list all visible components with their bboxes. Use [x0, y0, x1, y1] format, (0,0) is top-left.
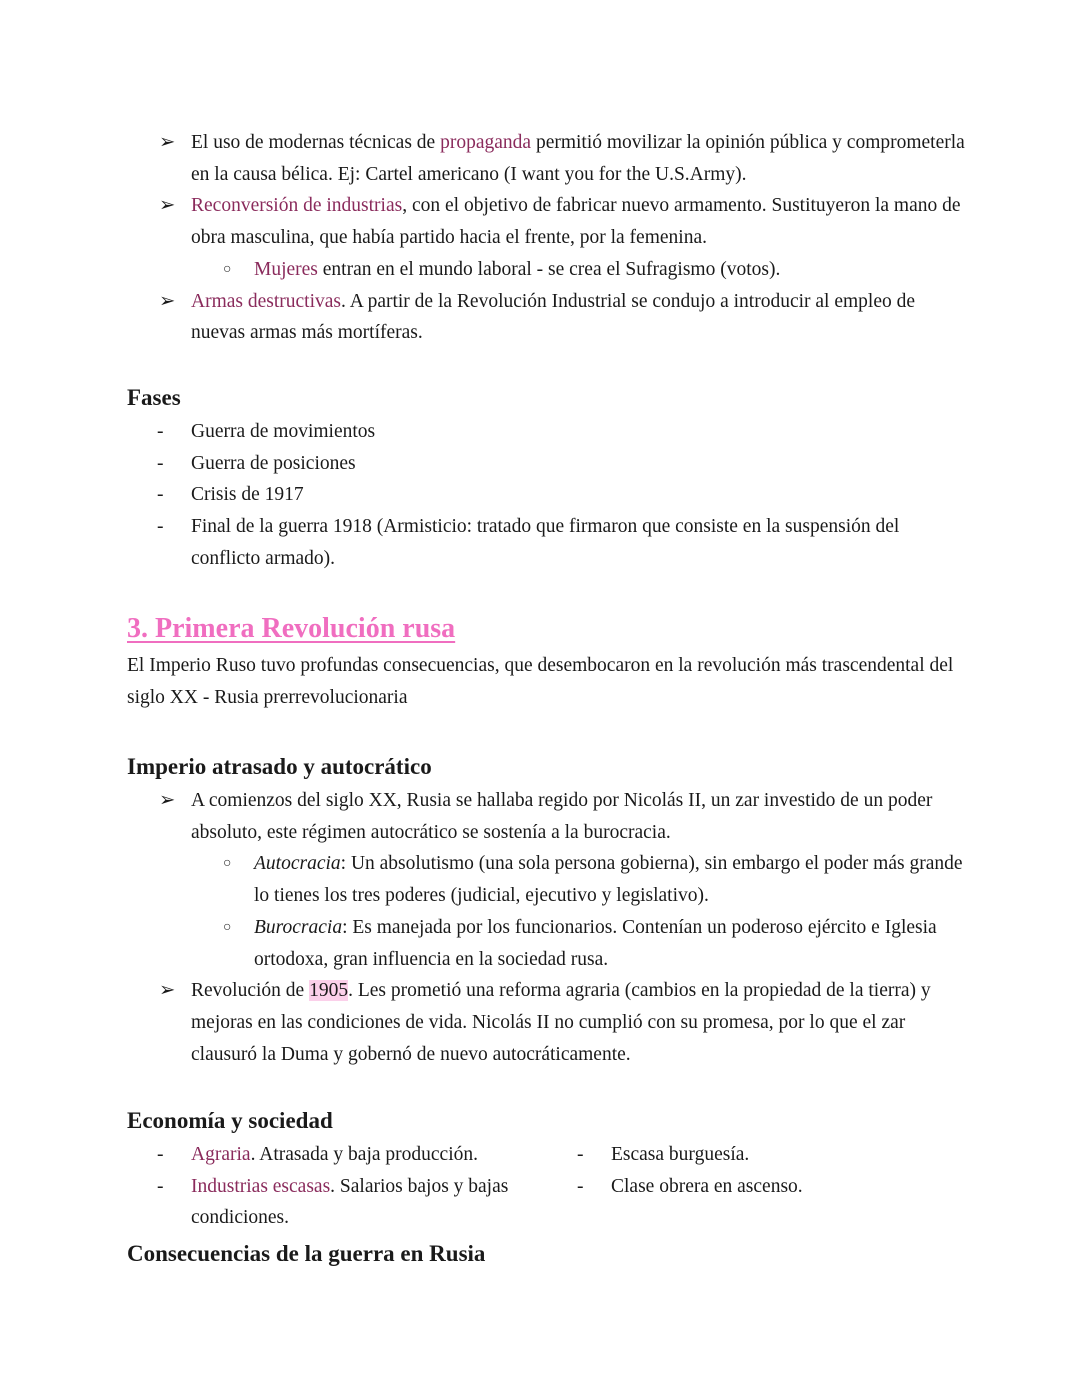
list-item [127, 785, 967, 848]
text: . Les prometió una reforma agraria (cambios en la propiedad de la tierra) y mejoras en las condiciones de vida. Nicolás II no cumplió con su promesa, por lo que el zar clausuró la Duma y gobernó de nuevo autocráticamente. [191, 980, 931, 1065]
accent-term: Mujeres [254, 258, 318, 280]
text: Guerra de movimientos [191, 421, 376, 442]
imperio-heading: Imperio atrasado y autocrático [127, 754, 432, 779]
list-item [127, 416, 967, 448]
highlighted-year: 1905 [309, 980, 349, 1002]
text: Clase obrera en ascenso. [611, 1175, 803, 1197]
term: Burocracia [254, 916, 343, 938]
arrow-bullet-icon: ➢ [159, 790, 176, 811]
section-heading: 3. Primera Revolución rusa [127, 613, 456, 644]
text: Escasa burguesía. [611, 1144, 750, 1165]
dash-bullet-icon: - [157, 516, 164, 538]
dash-bullet-icon: - [157, 452, 164, 474]
list-item [127, 848, 967, 911]
accent-term: Industrias escasas [191, 1175, 331, 1197]
circle-bullet-icon: ○ [223, 919, 232, 935]
arrow-bullet-icon: ➢ [159, 980, 176, 1002]
economia-section [127, 1105, 967, 1234]
list-item [127, 448, 967, 480]
list-item [127, 1171, 547, 1234]
list-item [547, 1139, 967, 1171]
dash-bullet-icon: - [157, 1144, 164, 1165]
text: entran en el mundo laboral - se crea el Sufragismo (votos). [317, 258, 781, 280]
accent-term: propaganda [440, 132, 532, 153]
arrow-bullet-icon: ➢ [159, 290, 176, 312]
dash-bullet-icon: - [157, 484, 164, 506]
accent-term: Armas destructivas [191, 290, 342, 312]
text: : Un absolutismo (una sola persona gobierna), sin embargo el poder más grande lo tienes los tres poderes (judicial, ejecutivo y legislativo). [254, 853, 963, 907]
term: Autocracia [254, 853, 341, 875]
dash-bullet-icon: - [577, 1175, 584, 1197]
fases-section [127, 382, 967, 575]
text: El uso de modernas técnicas de [191, 132, 441, 153]
list-item [127, 511, 967, 574]
text: Final de la guerra 1918 (Armisticio: tratado que firmaron que consiste en la suspensión del conflicto armado). [191, 516, 900, 569]
list-item [127, 479, 967, 511]
list-item [127, 1139, 547, 1171]
list-item [127, 912, 967, 975]
list-item [127, 254, 967, 286]
section-3 [127, 612, 967, 713]
text: . Atrasada y baja producción. [250, 1144, 478, 1165]
imperio-section [127, 751, 967, 1070]
arrow-bullet-icon: ➢ [159, 132, 176, 153]
text: Guerra de posiciones [191, 452, 356, 474]
list-item [127, 127, 967, 190]
consecuencias-section [127, 1238, 967, 1270]
accent-term: Reconversión de industrias [191, 195, 403, 217]
text: , con el objetivo de fabricar nuevo armamento. Sustituyeron la mano de obra masculina, que había partido hacia el frente, por la femenina. [191, 195, 961, 249]
arrow-bullet-icon: ➢ [159, 195, 176, 217]
dash-bullet-icon: - [157, 1175, 164, 1197]
list-item [127, 975, 967, 1070]
text: Crisis de 1917 [191, 484, 304, 506]
list-item [127, 286, 967, 349]
fases-heading: Fases [127, 385, 181, 410]
text: Revolución de [191, 980, 310, 1002]
top-bullet-list [127, 127, 967, 349]
text: A comienzos del siglo XX, Rusia se hallaba regido por Nicolás II, un zar investido de un poder absoluto, este régimen autocrático se sostenía a la burocracia. [191, 790, 933, 843]
text: . Salarios bajos y bajas condiciones. [191, 1175, 509, 1229]
dash-bullet-icon: - [157, 421, 164, 442]
circle-bullet-icon: ○ [223, 261, 232, 277]
consecuencias-heading: Consecuencias de la guerra en Rusia [127, 1241, 486, 1266]
text: : Es manejada por los funcionarios. Contenían un poderoso ejército e Iglesia ortodoxa, gran influencia en la sociedad rusa. [254, 916, 937, 970]
accent-term: Agraria [191, 1144, 251, 1165]
list-item [127, 190, 967, 253]
list-item [547, 1171, 967, 1203]
economia-heading: Economía y sociedad [127, 1108, 333, 1133]
intro-paragraph: El Imperio Ruso tuvo profundas consecuencias, que desembocaron en la revolución más trascendental del siglo XX - Rusia prerrevolucionaria [127, 655, 954, 708]
text: permitió movilizar la opinión pública y comprometerla en la causa bélica. Ej: Cartel americano (I want you for the U.S.Army). [191, 132, 965, 185]
circle-bullet-icon: ○ [223, 856, 232, 872]
text: . A partir de la Revolución Industrial se condujo a introducir al empleo de nuevas armas más mortíferas. [191, 290, 916, 344]
dash-bullet-icon: - [577, 1144, 584, 1165]
